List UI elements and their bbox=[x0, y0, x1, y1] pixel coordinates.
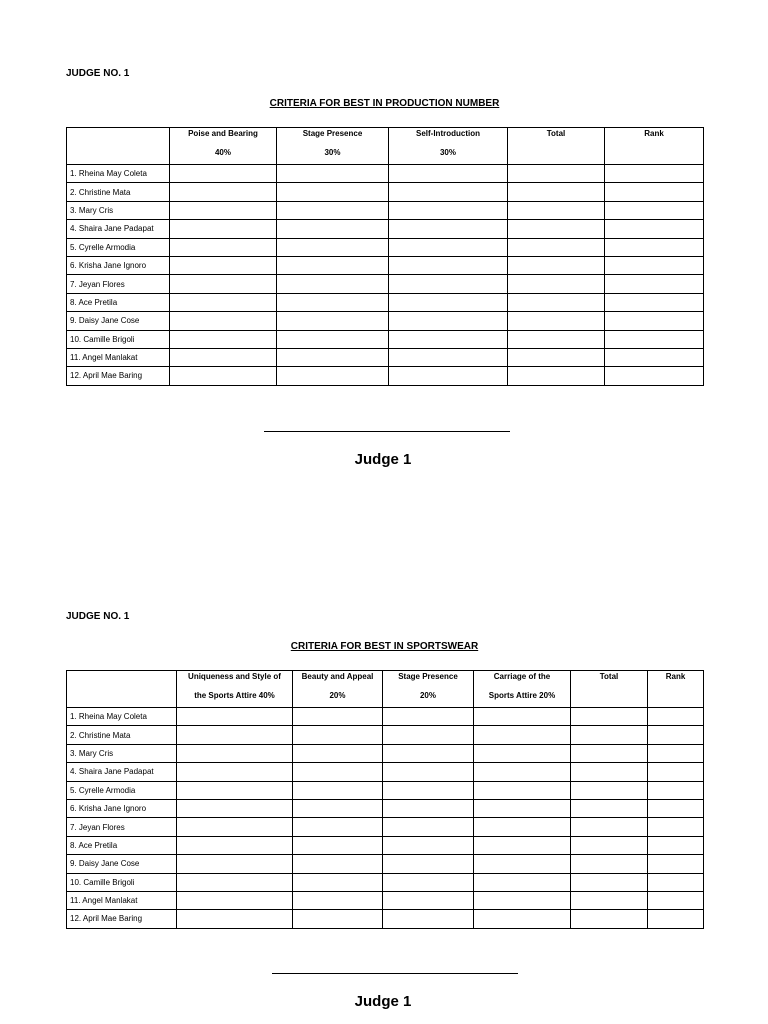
table-row bbox=[67, 708, 704, 726]
contestant-name: 9. Daisy Jane Cose bbox=[67, 855, 177, 873]
table-row bbox=[67, 367, 704, 385]
score-cell[interactable] bbox=[277, 201, 389, 219]
score-cell[interactable] bbox=[177, 799, 293, 817]
criteria-title: CRITERIA FOR BEST IN PRODUCTION NUMBER bbox=[269, 98, 500, 109]
contestant-name: 3. Mary Cris bbox=[67, 201, 170, 219]
score-cell[interactable] bbox=[474, 910, 571, 928]
header-line-2: the Sports Attire 40% bbox=[194, 691, 275, 700]
score-cell[interactable] bbox=[170, 367, 277, 385]
score-cell[interactable] bbox=[177, 836, 293, 854]
score-cell[interactable] bbox=[389, 275, 508, 293]
score-cell[interactable] bbox=[389, 312, 508, 330]
header-row bbox=[67, 671, 704, 708]
table-row bbox=[67, 781, 704, 799]
header-line-1: Total bbox=[599, 672, 619, 681]
score-cell[interactable] bbox=[508, 293, 605, 311]
score-cell[interactable] bbox=[648, 744, 704, 762]
score-cell[interactable] bbox=[571, 836, 648, 854]
score-cell[interactable] bbox=[508, 220, 605, 238]
table-row bbox=[67, 348, 704, 366]
score-cell[interactable] bbox=[293, 781, 383, 799]
score-cell[interactable] bbox=[508, 312, 605, 330]
score-cell[interactable] bbox=[571, 726, 648, 744]
header-line-1: Carriage of the bbox=[493, 672, 551, 681]
score-cell[interactable] bbox=[170, 238, 277, 256]
header-line-1 bbox=[67, 671, 176, 672]
score-cell[interactable] bbox=[277, 238, 389, 256]
score-cell[interactable] bbox=[474, 818, 571, 836]
score-cell[interactable] bbox=[293, 744, 383, 762]
score-cell[interactable] bbox=[474, 836, 571, 854]
score-cell[interactable] bbox=[605, 348, 704, 366]
score-cell[interactable] bbox=[571, 744, 648, 762]
score-cell[interactable] bbox=[170, 256, 277, 274]
header-line-2: 30% bbox=[439, 148, 456, 157]
table-row bbox=[67, 275, 704, 293]
score-cell[interactable] bbox=[170, 293, 277, 311]
score-cell[interactable] bbox=[605, 201, 704, 219]
contestant-name: 6. Krisha Jane Ignoro bbox=[67, 799, 177, 817]
contestant-name: 12. April Mae Baring bbox=[67, 910, 177, 928]
score-cell[interactable] bbox=[389, 220, 508, 238]
score-cell[interactable] bbox=[571, 708, 648, 726]
header-cell-blank bbox=[67, 128, 170, 165]
score-cell[interactable] bbox=[389, 256, 508, 274]
score-cell[interactable] bbox=[177, 781, 293, 799]
score-cell[interactable] bbox=[605, 256, 704, 274]
score-cell[interactable] bbox=[508, 238, 605, 256]
score-cell[interactable] bbox=[177, 891, 293, 909]
score-cell[interactable] bbox=[177, 910, 293, 928]
score-cell[interactable] bbox=[605, 220, 704, 238]
contestant-name: 5. Cyrelle Armodia bbox=[67, 238, 170, 256]
table-row bbox=[67, 855, 704, 873]
score-cell[interactable] bbox=[648, 873, 704, 891]
score-cell[interactable] bbox=[508, 256, 605, 274]
score-cell[interactable] bbox=[383, 708, 474, 726]
score-cell[interactable] bbox=[648, 781, 704, 799]
score-cell[interactable] bbox=[571, 910, 648, 928]
score-cell[interactable] bbox=[383, 818, 474, 836]
signature-line bbox=[264, 431, 510, 432]
header-line-1: Poise and Bearing bbox=[188, 129, 258, 138]
contestant-name: 8. Ace Pretila bbox=[67, 293, 170, 311]
header-cell bbox=[170, 128, 277, 165]
score-cell[interactable] bbox=[508, 165, 605, 183]
header-cell bbox=[177, 671, 293, 708]
header-cell bbox=[277, 128, 389, 165]
score-cell[interactable] bbox=[383, 726, 474, 744]
score-cell[interactable] bbox=[277, 367, 389, 385]
table-row bbox=[67, 744, 704, 762]
table-row bbox=[67, 238, 704, 256]
score-cell[interactable] bbox=[648, 836, 704, 854]
score-cell[interactable] bbox=[277, 165, 389, 183]
contestant-name: 1. Rheina May Coleta bbox=[67, 708, 177, 726]
score-cell[interactable] bbox=[177, 763, 293, 781]
contestant-name: 11. Angel Manlakat bbox=[67, 348, 170, 366]
score-cell[interactable] bbox=[170, 201, 277, 219]
score-cell[interactable] bbox=[571, 799, 648, 817]
header-cell bbox=[571, 671, 648, 708]
contestant-name: 1. Rheina May Coleta bbox=[67, 165, 170, 183]
table-row bbox=[67, 201, 704, 219]
table-row bbox=[67, 256, 704, 274]
header-cell bbox=[605, 128, 704, 165]
score-cell[interactable] bbox=[648, 855, 704, 873]
score-cell[interactable] bbox=[383, 781, 474, 799]
contestant-name: 2. Christine Mata bbox=[67, 726, 177, 744]
score-cell[interactable] bbox=[383, 799, 474, 817]
score-cell[interactable] bbox=[383, 873, 474, 891]
table-row bbox=[67, 910, 704, 928]
score-cell[interactable] bbox=[170, 330, 277, 348]
score-cell[interactable] bbox=[293, 818, 383, 836]
header-cell bbox=[508, 128, 605, 165]
signature-label: Judge 1 bbox=[354, 451, 412, 468]
header-line-1: Total bbox=[546, 129, 566, 138]
score-cell[interactable] bbox=[648, 910, 704, 928]
score-cell[interactable] bbox=[383, 891, 474, 909]
header-line-2: 40% bbox=[214, 148, 231, 157]
contestant-name: 7. Jeyan Flores bbox=[67, 275, 170, 293]
score-cell[interactable] bbox=[605, 238, 704, 256]
header-cell bbox=[474, 671, 571, 708]
header-cell bbox=[293, 671, 383, 708]
contestant-name: 2. Christine Mata bbox=[67, 183, 170, 201]
score-cell[interactable] bbox=[389, 293, 508, 311]
contestant-name: 8. Ace Pretila bbox=[67, 836, 177, 854]
score-cell[interactable] bbox=[605, 275, 704, 293]
header-line-2: 20% bbox=[329, 691, 346, 700]
score-cell[interactable] bbox=[508, 183, 605, 201]
header-line-1: Beauty and Appeal bbox=[301, 672, 374, 681]
score-cell[interactable] bbox=[474, 708, 571, 726]
table-row bbox=[67, 763, 704, 781]
header-line-1: Stage Presence bbox=[302, 129, 363, 138]
header-cell-blank bbox=[67, 671, 177, 708]
score-cell[interactable] bbox=[605, 293, 704, 311]
score-cell[interactable] bbox=[648, 891, 704, 909]
score-cell[interactable] bbox=[474, 763, 571, 781]
score-cell[interactable] bbox=[389, 165, 508, 183]
contestant-name: 3. Mary Cris bbox=[67, 744, 177, 762]
score-cell[interactable] bbox=[474, 744, 571, 762]
score-cell[interactable] bbox=[474, 891, 571, 909]
header-line-2: 20% bbox=[419, 691, 436, 700]
table-row bbox=[67, 836, 704, 854]
score-cell[interactable] bbox=[474, 799, 571, 817]
score-cell[interactable] bbox=[277, 312, 389, 330]
table-row bbox=[67, 873, 704, 891]
contestant-name: 7. Jeyan Flores bbox=[67, 818, 177, 836]
contestant-name: 9. Daisy Jane Cose bbox=[67, 312, 170, 330]
score-cell[interactable] bbox=[648, 799, 704, 817]
score-cell[interactable] bbox=[383, 855, 474, 873]
score-cell[interactable] bbox=[170, 220, 277, 238]
contestant-name: 4. Shaira Jane Padapat bbox=[67, 220, 170, 238]
score-cell[interactable] bbox=[177, 873, 293, 891]
score-cell[interactable] bbox=[277, 293, 389, 311]
table-row bbox=[67, 183, 704, 201]
header-line-2: 30% bbox=[324, 148, 341, 157]
header-line-1: Uniqueness and Style of bbox=[188, 672, 281, 681]
criteria-title: CRITERIA FOR BEST IN SPORTSWEAR bbox=[290, 641, 479, 652]
header-line-1: Rank bbox=[644, 129, 664, 138]
score-cell[interactable] bbox=[571, 891, 648, 909]
score-cell[interactable] bbox=[571, 781, 648, 799]
score-cell[interactable] bbox=[605, 330, 704, 348]
score-cell[interactable] bbox=[508, 367, 605, 385]
score-cell[interactable] bbox=[293, 708, 383, 726]
score-cell[interactable] bbox=[474, 873, 571, 891]
score-cell[interactable] bbox=[170, 165, 277, 183]
score-cell[interactable] bbox=[293, 799, 383, 817]
score-cell[interactable] bbox=[605, 367, 704, 385]
score-cell[interactable] bbox=[177, 818, 293, 836]
score-cell[interactable] bbox=[177, 726, 293, 744]
score-cell[interactable] bbox=[474, 855, 571, 873]
contestant-name: 10. Camille Brigoli bbox=[67, 873, 177, 891]
score-cell[interactable] bbox=[508, 201, 605, 219]
score-cell[interactable] bbox=[277, 348, 389, 366]
contestant-name: 11. Angel Manlakat bbox=[67, 891, 177, 909]
signature-label: Judge 1 bbox=[354, 993, 412, 1010]
score-cell[interactable] bbox=[170, 348, 277, 366]
score-cell[interactable] bbox=[648, 763, 704, 781]
header-line-1: Self-Introduction bbox=[416, 129, 480, 138]
score-table bbox=[66, 127, 704, 386]
score-cell[interactable] bbox=[293, 873, 383, 891]
header-cell bbox=[383, 671, 474, 708]
score-cell[interactable] bbox=[293, 855, 383, 873]
score-cell[interactable] bbox=[177, 855, 293, 873]
table-row bbox=[67, 818, 704, 836]
score-cell[interactable] bbox=[605, 165, 704, 183]
score-cell[interactable] bbox=[170, 275, 277, 293]
score-cell[interactable] bbox=[170, 183, 277, 201]
score-cell[interactable] bbox=[571, 855, 648, 873]
score-cell[interactable] bbox=[389, 367, 508, 385]
table-row bbox=[67, 799, 704, 817]
header-line-2: Sports Attire 20% bbox=[488, 691, 556, 700]
contestant-name: 6. Krisha Jane Ignoro bbox=[67, 256, 170, 274]
score-cell[interactable] bbox=[648, 818, 704, 836]
table-row bbox=[67, 726, 704, 744]
header-row bbox=[67, 128, 704, 165]
header-line-1: Rank bbox=[665, 672, 686, 681]
score-cell[interactable] bbox=[389, 348, 508, 366]
score-cell[interactable] bbox=[293, 910, 383, 928]
score-cell[interactable] bbox=[277, 275, 389, 293]
score-cell[interactable] bbox=[293, 891, 383, 909]
score-cell[interactable] bbox=[383, 763, 474, 781]
score-table bbox=[66, 670, 704, 929]
score-cell[interactable] bbox=[648, 726, 704, 744]
judge-number-label: JUDGE NO. 1 bbox=[66, 68, 130, 79]
score-cell[interactable] bbox=[293, 726, 383, 744]
table-row bbox=[67, 891, 704, 909]
header-line-1: Stage Presence bbox=[398, 672, 458, 681]
table-row bbox=[67, 220, 704, 238]
score-cell[interactable] bbox=[293, 763, 383, 781]
contestant-name: 10. Camille Brigoli bbox=[67, 330, 170, 348]
contestant-name: 12. April Mae Baring bbox=[67, 367, 170, 385]
score-cell[interactable] bbox=[389, 238, 508, 256]
score-cell[interactable] bbox=[383, 910, 474, 928]
score-cell[interactable] bbox=[474, 781, 571, 799]
table-row bbox=[67, 165, 704, 183]
score-cell[interactable] bbox=[277, 256, 389, 274]
score-cell[interactable] bbox=[648, 708, 704, 726]
table-row bbox=[67, 312, 704, 330]
score-cell[interactable] bbox=[389, 201, 508, 219]
score-cell[interactable] bbox=[277, 183, 389, 201]
contestant-name: 4. Shaira Jane Padapat bbox=[67, 763, 177, 781]
score-cell[interactable] bbox=[383, 744, 474, 762]
signature-line bbox=[272, 973, 518, 974]
score-cell[interactable] bbox=[177, 744, 293, 762]
contestant-name: 5. Cyrelle Armodia bbox=[67, 781, 177, 799]
score-cell[interactable] bbox=[383, 836, 474, 854]
score-cell[interactable] bbox=[170, 312, 277, 330]
score-cell[interactable] bbox=[571, 818, 648, 836]
header-cell bbox=[389, 128, 508, 165]
header-line-1 bbox=[67, 128, 169, 129]
score-cell[interactable] bbox=[571, 873, 648, 891]
score-cell[interactable] bbox=[508, 348, 605, 366]
score-cell[interactable] bbox=[277, 220, 389, 238]
judge-number-label: JUDGE NO. 1 bbox=[66, 611, 130, 622]
score-cell[interactable] bbox=[474, 726, 571, 744]
score-cell[interactable] bbox=[293, 836, 383, 854]
score-cell[interactable] bbox=[605, 183, 704, 201]
score-cell[interactable] bbox=[571, 763, 648, 781]
score-cell[interactable] bbox=[389, 330, 508, 348]
table-row bbox=[67, 330, 704, 348]
score-cell[interactable] bbox=[605, 312, 704, 330]
score-cell[interactable] bbox=[389, 183, 508, 201]
table-row bbox=[67, 293, 704, 311]
score-cell[interactable] bbox=[177, 708, 293, 726]
score-cell[interactable] bbox=[277, 330, 389, 348]
score-cell[interactable] bbox=[508, 275, 605, 293]
header-cell bbox=[648, 671, 704, 708]
score-cell[interactable] bbox=[508, 330, 605, 348]
